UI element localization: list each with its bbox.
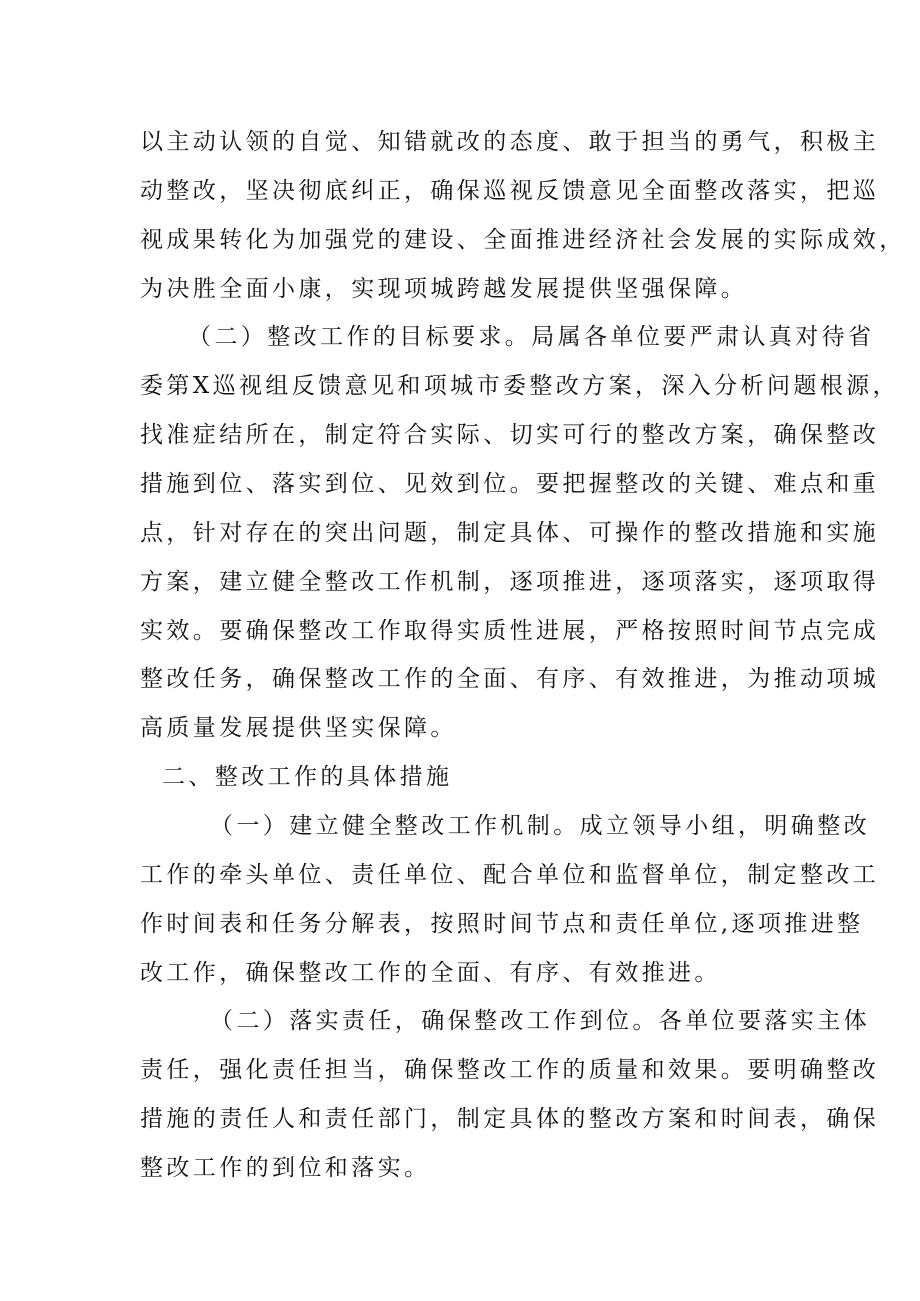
paragraph-line: 作时间表和任务分解表，按照时间节点和责任单位,逐项推进整 <box>140 911 864 937</box>
paragraph-line: 整改任务，确保整改工作的全面、有序、有效推进，为推动项城 <box>140 666 880 692</box>
paragraph-line: 委第X巡视组反馈意见和项城市委整改方案，深入分析问题根源， <box>140 373 899 399</box>
paragraph-line: 措施的责任人和责任部门，制定具体的整改方案和时间表，确保 <box>140 1106 880 1132</box>
subsection-heading-line: （一）建立健全整改工作机制。成立领导小组，明确整改 <box>210 813 870 839</box>
paragraph-line: 方案，建立健全整改工作机制，逐项推进，逐项落实，逐项取得 <box>140 569 880 595</box>
paragraph-line: 高质量发展提供坚实保障。 <box>140 715 457 741</box>
subsection-heading-line: （二）整改工作的目标要求。局属各单位要严肃认真对待省 <box>188 324 875 350</box>
paragraph-line: 工作的牵头单位、责任单位、配合单位和监督单位，制定整改工 <box>140 862 880 888</box>
paragraph-line: 动整改，坚决彻底纠正，确保巡视反馈意见全面整改落实，把巡 <box>140 178 880 204</box>
subsection-heading-line: （二）落实责任，确保整改工作到位。各单位要落实主体 <box>210 1008 870 1034</box>
paragraph-line: 找准症结所在，制定符合实际、切实可行的整改方案，确保整改 <box>140 422 880 448</box>
paragraph-line: 改工作，确保整改工作的全面、有序、有效推进。 <box>140 960 721 986</box>
paragraph-line: 为决胜全面小康，实现项城跨越发展提供坚强保障。 <box>140 276 748 302</box>
paragraph-line: 整改工作的到位和落实。 <box>140 1155 431 1181</box>
paragraph-line: 以主动认领的自觉、知错就改的态度、敢于担当的勇气，积极主 <box>140 129 880 155</box>
paragraph-line: 责任，强化责任担当，确保整改工作的质量和效果。要明确整改 <box>140 1057 880 1083</box>
paragraph-line: 视成果转化为加强党的建设、全面推进经济社会发展的实际成效， <box>140 227 906 253</box>
section-heading: 二、整改工作的具体措施 <box>162 764 453 790</box>
paragraph-line: 实效。要确保整改工作取得实质性进展，严格按照时间节点完成 <box>140 618 880 644</box>
paragraph-line: 点，针对存在的突出问题，制定具体、可操作的整改措施和实施 <box>140 520 880 546</box>
paragraph-line: 措施到位、落实到位、见效到位。要把握整改的关键、难点和重 <box>140 471 880 497</box>
